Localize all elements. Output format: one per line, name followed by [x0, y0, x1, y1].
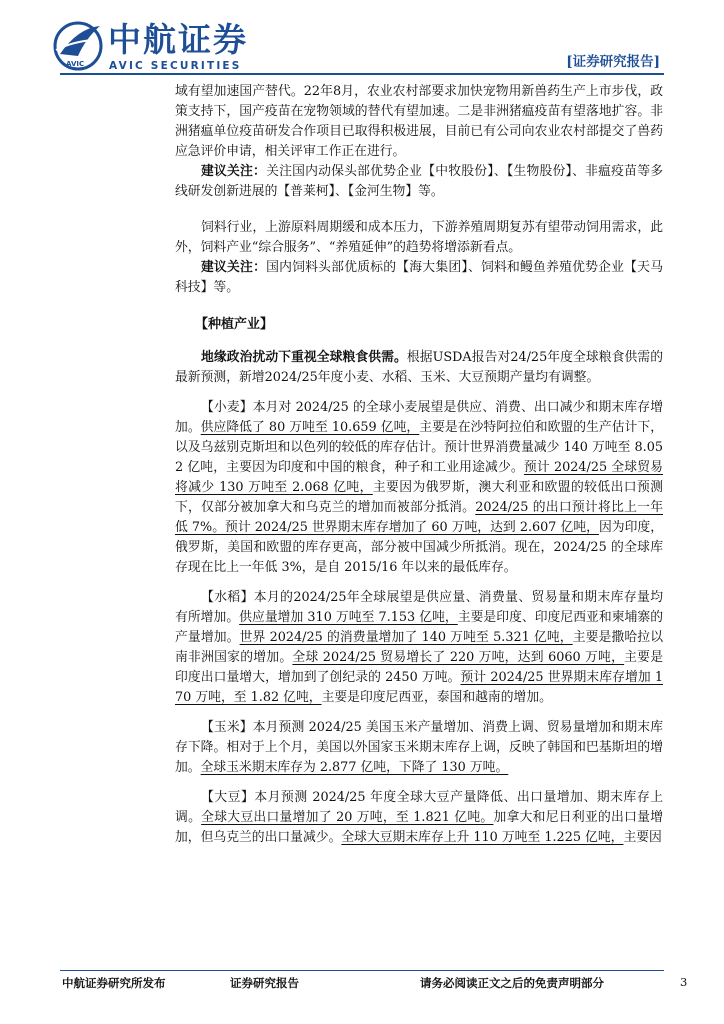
rice-text: 主要是撒哈拉以南非洲国家的增加。 [175, 630, 664, 665]
overview-text: 根据USDA报告对24/25年度全球粮食供需的最新预测，新增2024/25年度小麦、水稻、玉米、大豆预期产量均有调整。 [175, 350, 664, 385]
rice-label: 【水稻】 [201, 590, 254, 605]
soy-text: 主要因 [623, 830, 662, 845]
corn-highlight: 全球玉米期末库存为 2.877 亿吨，下降了 130 万吨。 [200, 760, 509, 775]
corn-text: 本月预测 2024/25 美国玉米产量增加、消费上调、贸易量增加和期末库存下降。相对于上个月，美国以外国家玉米期末库存上调，反映了韩国和巴基斯坦的增加。 [175, 720, 663, 775]
rice-text: 主要是印度尼西亚，泰国和越南的增加。 [321, 690, 552, 705]
paragraph-soybean [175, 788, 663, 848]
section-title-planting: 【种植产业】 [195, 317, 274, 332]
rice-text: 本月的2024/25年全球展望是供应量、消费量、贸易量和期末库存量均有所增加。 [175, 590, 664, 625]
footer-report-type: 证券研究报告 [230, 976, 299, 990]
wheat-text: 因为印度，俄罗斯，美国和欧盟的库存更高，部分被中国减少所抵消。现在，2024/25 的全球库存现在比上一年低 3%，是自 2015/16 年以来的最低库存。 [175, 520, 664, 575]
advice-text: 关注国内动保头部优势企业【中牧股份】、【生物股份】、非瘟疫苗等多线研发创新进展的【普莱柯】、【金河生物】等。 [175, 164, 663, 199]
wheat-label: 【小麦】 [201, 400, 253, 415]
footer-disclaimer: 请务必阅读正文之后的免责声明部分 [420, 976, 604, 990]
logo-chinese-name: 中航证券 [108, 20, 248, 59]
advice-text: 国内饲料头部优质标的【海大集团】、饲料和鳗鱼养殖优势企业【天马科技】等。 [175, 260, 663, 295]
soy-highlight: 全球大豆期末库存上升 110 万吨至 1.225 亿吨， [341, 830, 624, 845]
rice-highlight: 全球 2024/25 贸易增长了 220 万吨，达到 6060 万吨， [292, 650, 625, 665]
rice-highlight: 供应量增加 310 万吨至 7.153 亿吨， [239, 610, 458, 625]
rice-highlight: 预计 2024/25 世界期末库存增加 170 万吨，至 1.82 亿吨， [175, 670, 663, 705]
footer-divider [60, 970, 664, 971]
wheat-highlight: 2024/25 的出口预计将比上一年低 7%。预计 2024/25 世界期末库存增加了 60 万吨，达到 2.607 亿吨， [175, 500, 663, 535]
wheat-text: 本月对 2024/25 的全球小麦展望是供应、消费、出口减少和期末库存增加。 [175, 400, 663, 435]
paragraph-corn [175, 718, 663, 778]
soy-text: 加拿大和尼日利亚的出口量增加，但乌克兰的出口量减少。 [175, 810, 663, 845]
overview-lead: 地缘政治扰动下重视全球粮食供需。 [201, 350, 407, 365]
report-body [175, 82, 663, 848]
advice-lead: 建议关注： [201, 260, 267, 275]
wheat-highlight: 供应降低了 80 万吨至 10.659 亿吨， [200, 420, 420, 435]
paragraph-grain-overview [175, 348, 663, 388]
advice-lead: 建议关注： [201, 164, 267, 179]
soy-text: 本月预测 2024/25 年度全球大豆产量降低、出口量增加、期末库存上调。 [175, 790, 663, 825]
report-type-label: [证券研究报告] [566, 54, 660, 70]
soy-label: 【大豆】 [201, 790, 255, 805]
logo-mark-text: AVIC [66, 60, 85, 68]
footer-publisher: 中航证券研究所发布 [62, 976, 166, 990]
paragraph-feed-industry: 饲料行业，上游原料周期缓和成本压力，下游养殖周期复苏有望带动饲用需求，此外，饲料产业“综合服务”、“养殖延伸”的趋势将增添新看点。 [175, 220, 663, 255]
rice-highlight: 世界 2024/25 的消费量增加了 140 万吨至 5.321 亿吨， [239, 630, 573, 645]
wheat-highlight: 预计 2024/25 全球贸易将减少 130 万吨至 2.068 亿吨， [175, 460, 663, 495]
avic-wing-logo-icon [52, 20, 104, 72]
wheat-text: 主要因为俄罗斯，澳大利亚和欧盟的较低出口预测下，仅部分被加拿大和乌克兰的增加而被部分抵消。 [175, 480, 663, 515]
rice-text: 主要是印度出口量增大，增加到了创纪录的 2450 万吨。 [175, 650, 664, 685]
soy-highlight: 全球大豆出口量增加了 20 万吨，至 1.821 亿吨。 [201, 810, 494, 825]
page-number: 3 [680, 975, 688, 989]
rice-text: 主要是印度、印度尼西亚和柬埔寨的产量增加。 [175, 610, 663, 645]
wheat-text: 主要是在沙特阿拉伯和欧盟的生产估计下，以及乌兹别克斯坦和以色列的较低的库存估计。预计世界消费量减少 140 万吨至 8.052 亿吨，主要因为印度和中国的粮食，种子和工业用途减少。 [175, 420, 664, 475]
paragraph-vaccine: 域有望加速国产替代。22年8月，农业农村部要求加快宠物用新兽药生产上市步伐，政策支持下，国产疫苗在宠物领域的替代有望加速。二是非洲猪瘟疫苗有望落地扩容。非洲猪瘟单位疫苗研发合作项目已取得积极进展，目前已有公司向农业农村部提交了兽药应急评价申请，相关评审工作正在进行。 [175, 84, 663, 159]
paragraph-rice [175, 588, 663, 708]
paragraph-feed-advice [175, 258, 663, 298]
avic-logo [52, 20, 252, 76]
header-divider [60, 73, 664, 75]
page-header [0, 0, 724, 80]
corn-label: 【玉米】 [201, 720, 253, 735]
paragraph-animal-health-advice [175, 162, 663, 202]
logo-english-name: AVIC SECURITIES [109, 60, 242, 72]
paragraph-wheat [175, 398, 663, 578]
